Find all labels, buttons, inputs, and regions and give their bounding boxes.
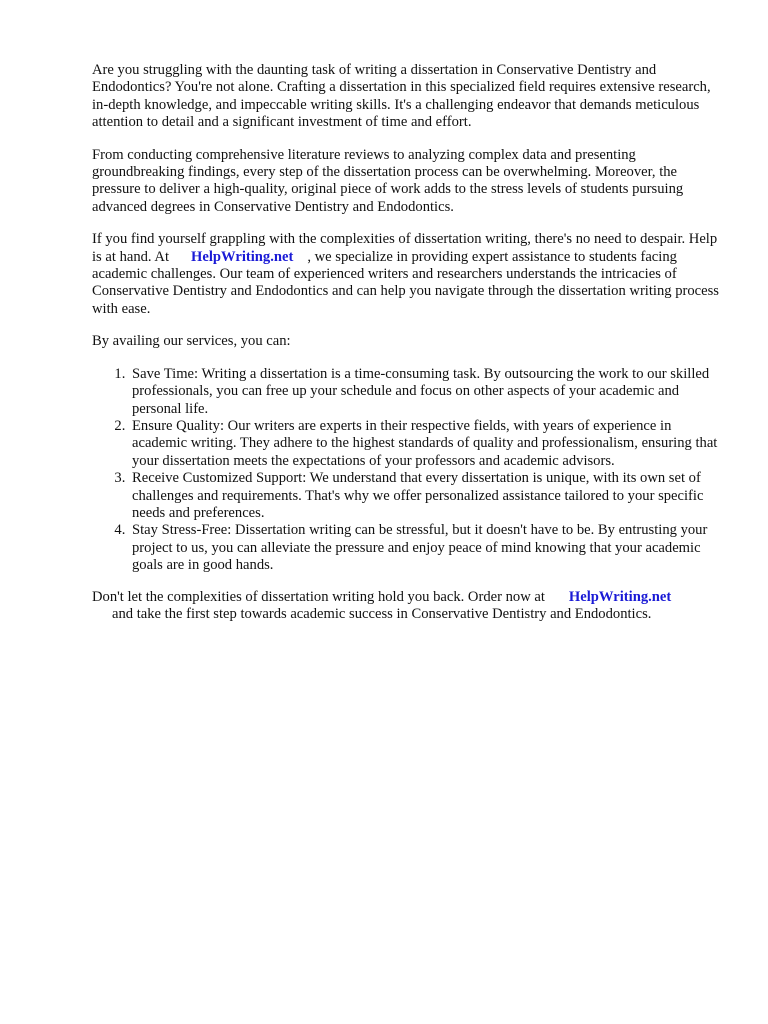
intro-paragraph: Are you struggling with the daunting task of writing a dissertation in Conservative Dentistry and Endodontics? You're not alone. Crafting a dissertation in this specialized field requires extensive research, in-depth knowledge, and impeccable writing skills. It's a challenging endeavor that demands meticulous attention to detail and a significant investment of time and effort. (92, 62, 711, 131)
help-paragraph (92, 231, 722, 318)
document-body (92, 62, 722, 623)
help-paragraph-end: , we specialize in providing expert assistance to students facing academic challenges. Our team of experienced writers and researchers understands the intricacies of Conservative Dentistry and Endodontics and can help you navigate through the dissertation writing process with ease. (92, 248, 719, 317)
closing-paragraph (92, 589, 722, 624)
help-paragraph-start: If you find yourself grappling with the complexities of dissertation writing, there's no need to despair. Help is at hand. At (92, 231, 718, 265)
helpwriting-link[interactable]: HelpWriting.net (191, 248, 294, 265)
list-item: 2. Ensure Quality: Our writers are experts in their respective fields, with years of experience in academic writing. They adhere to the highest standards of quality and professionalism, ensuring that your dissertation meets the expectations of your professors and academic advisors. (129, 418, 722, 470)
services-intro: By availing our services, you can: (92, 333, 291, 350)
process-paragraph: From conducting comprehensive literature reviews to analyzing complex data and presenting groundbreaking findings, every step of the dissertation process can be overwhelming. Moreover, the pressure to deliver a high-quality, original piece of work adds to the stress levels of students pursuing advanced degrees in Conservative Dentistry and Endodontics. (92, 146, 684, 215)
list-item: 3. Receive Customized Support: We understand that every dissertation is unique, with its own set of challenges and requirements. That's why we offer personalized assistance tailored to your specific needs and preferences. (129, 470, 722, 522)
list-item: 4. Stay Stress-Free: Dissertation writing can be stressful, but it doesn't have to be. By entrusting your project to us, you can alleviate the pressure and enjoy peace of mind knowing that your academic goals are in good hands. (129, 522, 722, 574)
benefits-list (92, 366, 722, 575)
closing-end: and take the first step towards academic success in Conservative Dentistry and Endodontics. (112, 605, 652, 622)
helpwriting-link-closing[interactable]: HelpWriting.net (568, 588, 672, 605)
list-item: 1. Save Time: Writing a dissertation is a time-consuming task. By outsourcing the work to our skilled professionals, you can free up your schedule and focus on other aspects of your academic and personal life. (129, 366, 722, 418)
closing-start: Don't let the complexities of dissertation writing hold you back. Order now at (92, 588, 545, 605)
